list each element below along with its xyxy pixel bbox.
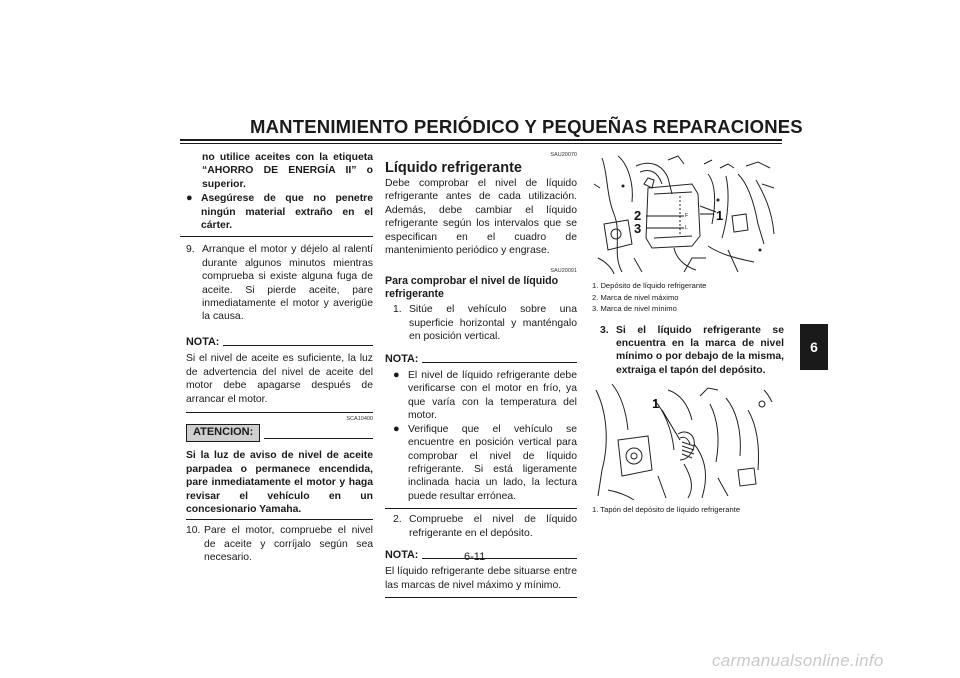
step-text: Sitúe el vehículo sobre una superficie horizontal y manténgalo en posición vertical. bbox=[409, 304, 577, 343]
step-1 bbox=[385, 303, 577, 343]
nota-bullet-text: El nivel de líquido refrigerante debe verificarse con el motor en frío, ya que varía con la temperatura del motor. bbox=[408, 370, 577, 422]
step-text: Compruebe el nivel de líquido refrigerante en el depósito. bbox=[409, 514, 577, 539]
step-number: 1. bbox=[393, 304, 402, 316]
nota-bullet-1 bbox=[385, 369, 577, 423]
nota-end-rule bbox=[385, 508, 577, 509]
step-number: 2. bbox=[393, 514, 402, 526]
coolant-reservoir-figure bbox=[588, 154, 780, 276]
reservoir-cap-figure bbox=[588, 380, 780, 500]
subsection-heading: Para comprobar el nivel de líquido refrigerante bbox=[385, 275, 559, 301]
page-number: 6-11 bbox=[464, 551, 486, 563]
watermark: carmanualsonline.info bbox=[712, 651, 884, 670]
nota-text: Si el nivel de aceite es suficiente, la luz de advertencia del nivel de aceite del motor debe apagarse después de arrancar el motor. bbox=[186, 353, 373, 405]
column-left bbox=[186, 151, 373, 565]
figure-1-captions bbox=[592, 280, 784, 315]
nota-end-rule bbox=[186, 412, 373, 413]
page-title: MANTENIMIENTO PERIÓDICO Y PEQUEÑAS REPARACIONES bbox=[250, 116, 803, 137]
step-3 bbox=[592, 324, 784, 378]
step-text: Si el líquido refrigerante se encuentra en la marca de nivel mínimo o por debajo de la misma, extraiga el tapón del depósito. bbox=[616, 324, 784, 376]
nota-text: El líquido refrigerante debe situarse entre las marcas de nivel máximo y mínimo. bbox=[385, 566, 577, 591]
warning-bullet-text: Asegúrese de que no penetre ningún material extraño en el cárter. bbox=[201, 193, 373, 232]
nota-label: NOTA: bbox=[385, 548, 419, 561]
warning-bullet bbox=[186, 192, 373, 232]
step-text: Pare el motor, compruebe el nivel de aceite y corríjalo según sea necesario. bbox=[204, 525, 373, 564]
nota-end-rule bbox=[385, 597, 577, 598]
nota-bullet-text: Verifique que el vehículo se encuentre en posición vertical para comprobar el nivel de líquido refrigerante. Si está ligeramente inclinada hacia un lado, la lectura puede resultar errónea. bbox=[408, 423, 577, 502]
atencion-heading bbox=[186, 424, 373, 442]
section-intro: Debe comprobar el nivel de líquido refrigerante antes de cada utilización. Además, debe cambiar el líquido refrigerante según los intervalos que se especifican en el cuadro de mantenimiento periódico y engrase. bbox=[385, 178, 577, 257]
header-rule-thin bbox=[180, 143, 782, 144]
nota-heading bbox=[186, 336, 373, 349]
caption-2: 2. Marca de nivel máximo bbox=[592, 292, 679, 302]
warning-continuation: no utilice aceites con la etiqueta “AHORRO DE ENERGÍA II” o superior. bbox=[202, 152, 373, 190]
caption-1: 1. Depósito de líquido refrigerante bbox=[592, 281, 707, 290]
atencion-text: Si la luz de aviso de nivel de aceite parpadea o permanece encendida, pare inmediatamente el motor y haga revisar el vehículo en un concesionario Yamaha. bbox=[186, 450, 373, 515]
reference-code: SCA10400 bbox=[346, 415, 373, 422]
header-rule bbox=[180, 139, 782, 141]
atencion-end-rule bbox=[186, 519, 373, 520]
mark-l: L bbox=[685, 225, 688, 231]
callout-1: 1 bbox=[652, 396, 660, 411]
column-right bbox=[592, 280, 784, 377]
step-9 bbox=[186, 243, 373, 323]
coolant-reservoir-drawing bbox=[588, 154, 780, 276]
step-text: Arranque el motor y déjelo al ralentí durante algunos minutos mientras comprueba si existe alguna fuga de aceite. Si pierde aceite, pare inmediatamente el motor y averigüe la causa. bbox=[202, 244, 373, 323]
warning-end-rule bbox=[180, 236, 373, 237]
nota-label: NOTA: bbox=[186, 335, 220, 348]
step-number: 10. bbox=[186, 525, 201, 537]
reference-code: SAU20091 bbox=[550, 268, 577, 275]
step-10 bbox=[186, 524, 373, 564]
caption-3: 3. Marca de nivel mínimo bbox=[592, 304, 677, 313]
column-middle bbox=[385, 151, 577, 598]
nota-heading bbox=[385, 353, 577, 366]
mark-f: F bbox=[685, 213, 689, 219]
reference-code: SAU20070 bbox=[550, 152, 577, 158]
nota-bullet-2 bbox=[385, 423, 577, 503]
step-2 bbox=[385, 513, 577, 540]
bullet-dot: ● bbox=[393, 422, 400, 435]
step-number: 3. bbox=[600, 324, 609, 336]
bullet-dot: ● bbox=[393, 369, 400, 382]
step-number: 9. bbox=[186, 244, 195, 256]
nota-rule bbox=[223, 345, 373, 346]
figure-2-caption: 1. Tapón del depósito de líquido refrigerante bbox=[592, 505, 741, 514]
atencion-label: ATENCION: bbox=[186, 424, 260, 442]
nota-label: NOTA: bbox=[385, 352, 419, 365]
callout-3: 3 bbox=[634, 221, 642, 236]
atencion-rule bbox=[264, 438, 373, 439]
callout-1: 1 bbox=[716, 208, 724, 223]
callout-leader bbox=[662, 410, 680, 440]
chapter-tab: 6 bbox=[800, 324, 828, 370]
section-heading: Líquido refrigerante bbox=[385, 160, 522, 176]
bullet-dot: ● bbox=[186, 192, 193, 205]
reservoir-cap-drawing bbox=[588, 380, 780, 500]
callout-2: 2 bbox=[634, 208, 642, 223]
nota-rule bbox=[422, 362, 577, 363]
nota-rule bbox=[422, 558, 577, 559]
